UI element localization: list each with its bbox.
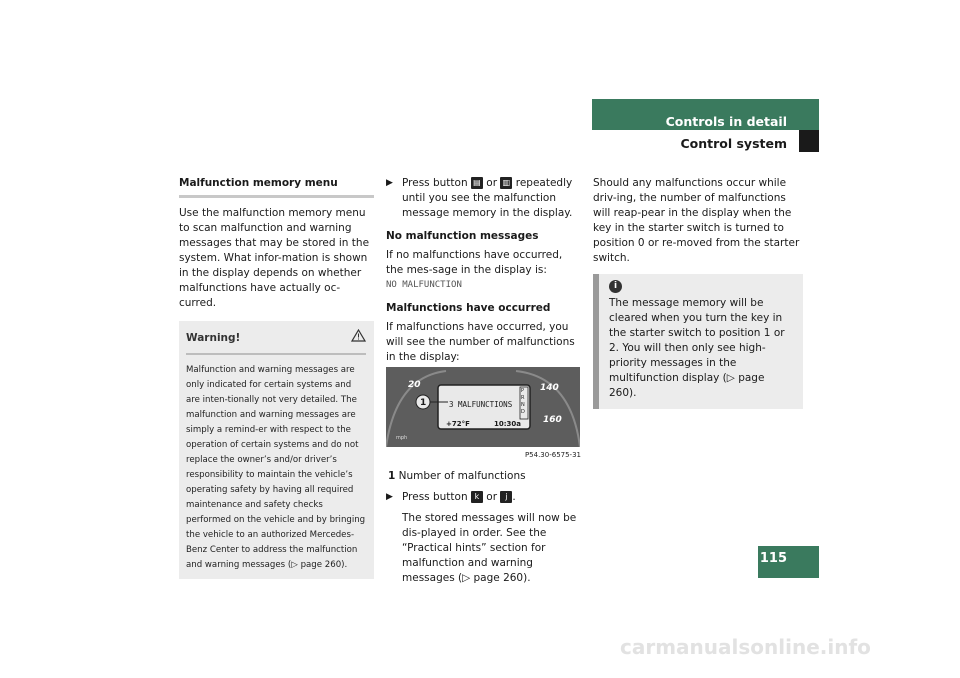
- driving-malfunction-paragraph: Should any malfunctions occur while driv-ing, the number of malfunctions will reap-pear in the display when the key in the starter switch is turned to position 0 or re-moved from the starter switch.: [593, 177, 800, 264]
- section-title: Control system: [680, 136, 787, 151]
- legend-number: 1: [388, 470, 396, 482]
- display-message: 3 MALFUNCTIONS: [449, 400, 513, 409]
- step2-suffix: .: [512, 491, 516, 503]
- step-text-suffix: repeatedly until you see the malfunction message memory in the display.: [402, 177, 573, 219]
- malfunctions-text: If malfunctions have occurred, you will see the number of malfunctions in the display:: [386, 321, 575, 363]
- warning-box: [179, 321, 374, 579]
- heading-rule: [179, 195, 374, 198]
- middle-column: [386, 176, 581, 594]
- previous-button-icon: k: [471, 491, 483, 503]
- display-up-button-icon: ▤: [471, 177, 483, 189]
- clock-time: 10:30a: [494, 420, 522, 428]
- next-button-icon: j: [500, 491, 512, 503]
- outside-temperature: +72°F: [446, 420, 470, 428]
- display-down-button-icon: ▥: [500, 177, 512, 189]
- bullet-arrow-icon: ▶: [386, 492, 393, 502]
- warning-body: Malfunction and warning messages are only indicated for certain systems and are inten-tionally not very detailed. The malfunction and warning messages are simply a remind-er with respect to the operation of certain systems and do not replace the owner’s and/or driver’s responsibility to maintain the vehicle’s operating safety by having all required maintenance and safety checks performed on the vehicle and by bringing the vehicle to an authorized Mercedes-Benz Center to address the malfunction and warning messages (▷ page 260).: [186, 365, 366, 570]
- step2-text: Press button: [402, 491, 468, 503]
- speed-label-160: 160: [543, 415, 562, 425]
- warning-header: [186, 329, 366, 355]
- step-text: Press button: [402, 177, 468, 189]
- warning-title: Warning!: [186, 331, 241, 344]
- subheading-no-malfunction: No malfunction messages: [386, 230, 539, 242]
- speed-unit: mph: [396, 435, 408, 441]
- gear-indicator: PRND: [521, 388, 525, 415]
- step-or: or: [486, 177, 498, 189]
- figure-reference: P54.30-6575-31: [524, 451, 581, 459]
- info-note: [593, 274, 803, 409]
- subheading-malfunctions: Malfunctions have occurred: [386, 302, 551, 314]
- figure-legend: [386, 469, 581, 484]
- section-heading: Malfunction memory menu: [179, 177, 338, 189]
- step-browse-messages: [386, 490, 581, 586]
- info-icon: i: [609, 280, 622, 293]
- header-marker: [799, 130, 819, 152]
- no-malfunction-text: If no malfunctions have occurred, the mes-sage in the display is:: [386, 249, 563, 276]
- legend-text: Number of malfunctions: [398, 470, 526, 482]
- bullet-arrow-icon: ▶: [386, 178, 393, 188]
- info-note-text: The message memory will be cleared when you turn the key in the starter switch to position 1 or 2. You will then only see high-priority messages in the multifunction display (▷ page 260).: [609, 297, 785, 399]
- watermark: carmanualsonline.info: [620, 635, 871, 659]
- no-malfunction-code: NO MALFUNCTION: [386, 280, 462, 290]
- page-number: 115: [759, 551, 787, 566]
- warning-triangle-icon: [351, 329, 366, 347]
- callout-number: 1: [420, 398, 427, 408]
- step2-description: The stored messages will now be dis-played in order. See the “Practical hints” section for malfunction and warning messages (▷ page 260).: [402, 512, 577, 584]
- step2-or: or: [486, 491, 498, 503]
- intro-paragraph: Use the malfunction memory menu to scan malfunction and warning messages that may be stored in the system. What infor-mation is shown in the display depends on whether malfunctions have actually oc-curred.: [179, 207, 370, 309]
- left-column: [179, 176, 374, 579]
- step-press-button: [386, 176, 581, 221]
- speed-label-20: 20: [408, 380, 421, 390]
- chapter-title: Controls in detail: [665, 114, 787, 129]
- instrument-cluster-figure: [386, 367, 580, 447]
- right-column: [593, 176, 803, 409]
- speed-label-140: 140: [540, 383, 559, 393]
